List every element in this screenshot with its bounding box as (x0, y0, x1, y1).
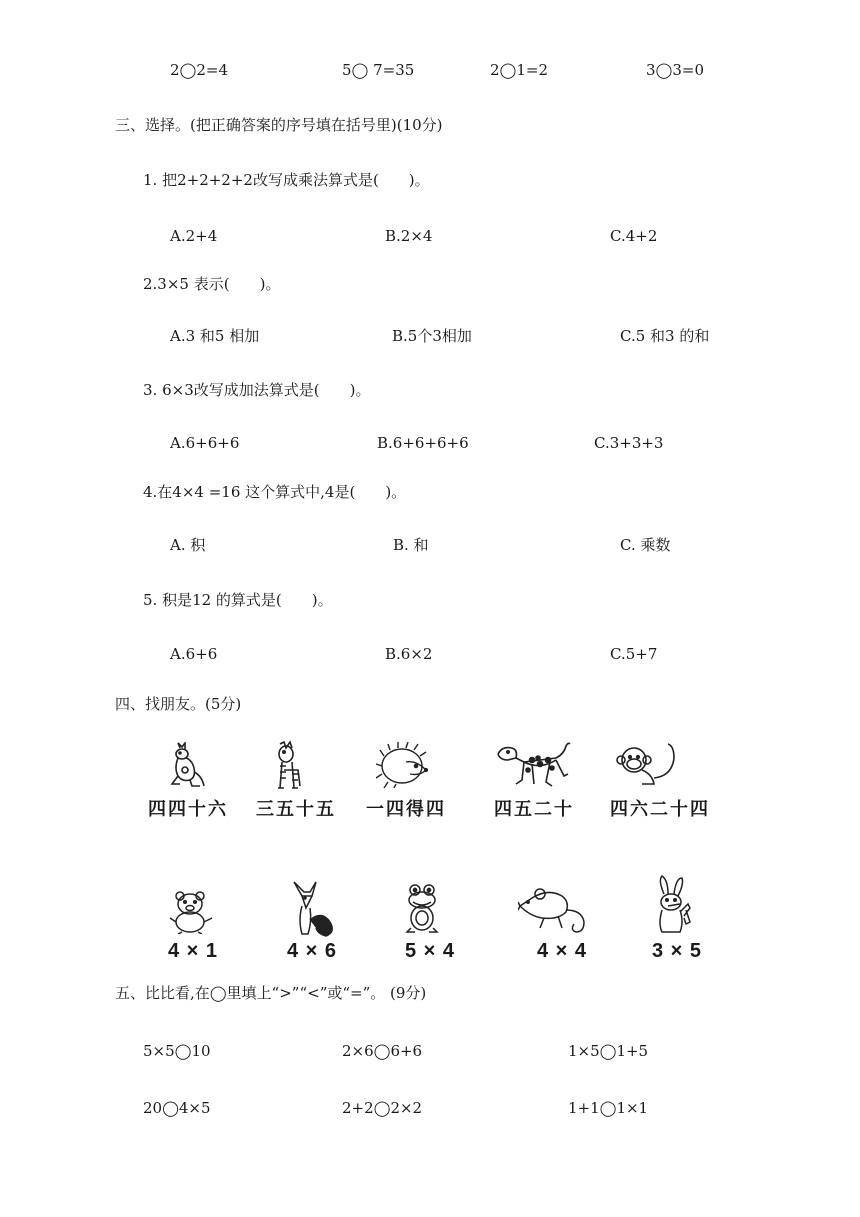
hedgehog-icon (376, 742, 432, 788)
q3-option-b: B.6+6+6+6 (377, 434, 469, 452)
phrase-card-4: 四五二十 (494, 799, 574, 820)
frog-icon (405, 882, 439, 934)
top-expression-1: 2◯2=4 (170, 61, 228, 79)
q1-option-c: C.4+2 (610, 227, 658, 245)
top-expression-2: 5◯ 7=35 (342, 61, 415, 79)
bear-icon (168, 888, 214, 934)
q5-option-a: A.6+6 (170, 645, 218, 663)
q3-option-c: C.3+3+3 (594, 434, 664, 452)
section5-heading: 五、比比看,在◯里填上“>”“<”或“=”。 (9分) (115, 984, 427, 1002)
top-expression-4: 3◯3=0 (646, 61, 704, 79)
zebra-icon (270, 740, 310, 794)
section4-heading: 四、找朋友。(5分) (115, 695, 242, 713)
top-expression-3: 2◯1=2 (490, 61, 548, 79)
question-2: 2.3×5 表示( )。 (143, 275, 281, 293)
phrase-card-2: 三五十五 (256, 799, 336, 820)
q1-option-a: A.2+4 (170, 227, 218, 245)
question-1: 1. 把2+2+2+2改写成乘法算式是( )。 (143, 171, 430, 189)
expression-card-5: 3 × 5 (652, 940, 703, 962)
q4-option-b: B. 和 (393, 536, 429, 554)
monkey-icon (612, 738, 686, 790)
compare-r2-c3: 1+1◯1×1 (568, 1099, 649, 1117)
compare-r1-c3: 1×5◯1+5 (568, 1042, 649, 1060)
q5-option-b: B.6×2 (385, 645, 433, 663)
q5-option-c: C.5+7 (610, 645, 658, 663)
q4-option-a: A. 积 (170, 536, 206, 554)
fox-icon (288, 880, 338, 938)
phrase-card-3: 一四得四 (366, 799, 446, 820)
mouse-icon (518, 884, 594, 936)
compare-r1-c1: 5×5◯10 (143, 1042, 211, 1060)
question-4: 4.在4×4 =16 这个算式中,4是( )。 (143, 483, 407, 501)
spotted-dog-icon (494, 740, 574, 792)
q2-option-b: B.5个3相加 (392, 327, 472, 345)
compare-r2-c2: 2+2◯2×2 (342, 1099, 423, 1117)
question-5: 5. 积是12 的算式是( )。 (143, 591, 333, 609)
expression-card-1: 4 × 1 (168, 940, 219, 962)
phrase-card-5: 四六二十四 (610, 799, 710, 820)
section3-heading: 三、选择。(把正确答案的序号填在括号里)(10分) (115, 116, 443, 134)
compare-r1-c2: 2×6◯6+6 (342, 1042, 423, 1060)
rabbit-icon (650, 874, 696, 940)
q2-option-a: A.3 和5 相加 (170, 327, 260, 345)
q2-option-c: C.5 和3 的和 (620, 327, 710, 345)
phrase-card-1: 四四十六 (148, 799, 228, 820)
q4-option-c: C. 乘数 (620, 536, 671, 554)
expression-card-2: 4 × 6 (287, 940, 338, 962)
question-3: 3. 6×3改写成加法算式是( )。 (143, 381, 371, 399)
expression-card-4: 4 × 4 (537, 940, 588, 962)
kangaroo-icon (166, 742, 206, 792)
q1-option-b: B.2×4 (385, 227, 433, 245)
expression-card-3: 5 × 4 (405, 940, 456, 962)
compare-r2-c1: 20◯4×5 (143, 1099, 211, 1117)
q3-option-a: A.6+6+6 (170, 434, 240, 452)
